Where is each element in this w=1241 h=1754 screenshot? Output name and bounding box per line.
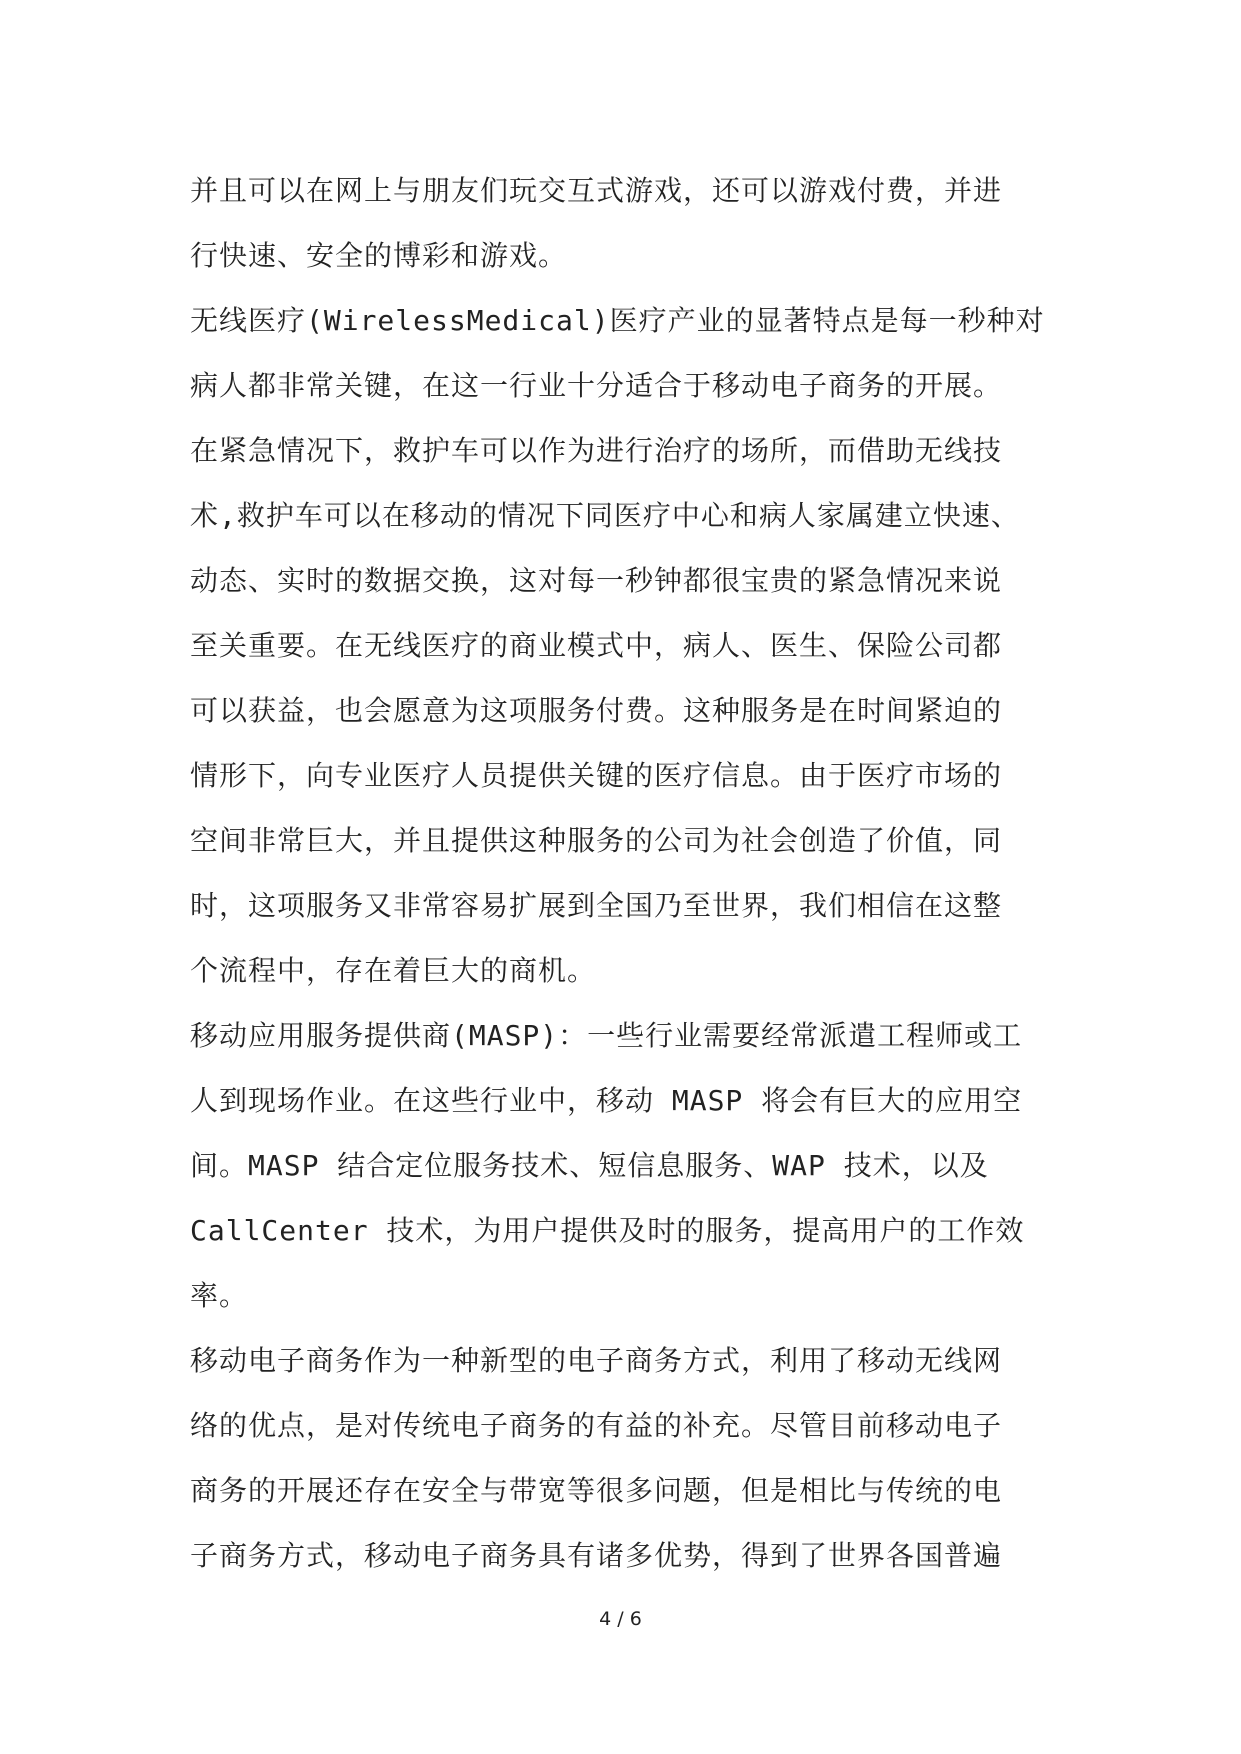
text-line: 在紧急情况下，救护车可以作为进行治疗的场所，而借助无线技 — [190, 434, 1003, 467]
text-line: 子商务方式，移动电子商务具有诸多优势，得到了世界各国普遍 — [190, 1539, 1003, 1572]
text-line: 人到现场作业。在这些行业中，移动 MASP 将会有巨大的应用空 — [190, 1084, 1023, 1117]
page-number: 4 / 6 — [599, 1608, 642, 1630]
text-line: 至关重要。在无线医疗的商业模式中，病人、医生、保险公司都 — [190, 629, 1003, 662]
text-line: 率。 — [190, 1279, 249, 1312]
text-line: 术,救护车可以在移动的情况下同医疗中心和病人家属建立快速、 — [190, 499, 1020, 532]
text-line: 移动电子商务作为一种新型的电子商务方式，利用了移动无线网 — [190, 1344, 1003, 1377]
text-line: 个流程中，存在着巨大的商机。 — [190, 954, 597, 987]
text-line: 病人都非常关键，在这一行业十分适合于移动电子商务的开展。 — [190, 369, 1003, 402]
text-line: CallCenter 技术，为用户提供及时的服务，提高用户的工作效 — [190, 1214, 1025, 1247]
text-line: 络的优点，是对传统电子商务的有益的补充。尽管目前移动电子 — [190, 1409, 1003, 1442]
text-line: 移动应用服务提供商(MASP)：一些行业需要经常派遣工程师或工 — [190, 1019, 1023, 1052]
text-line: 情形下，向专业医疗人员提供关键的医疗信息。由于医疗市场的 — [190, 759, 1003, 792]
text-line: 间。MASP 结合定位服务技术、短信息服务、WAP 技术，以及 — [190, 1149, 989, 1182]
text-line: 可以获益，也会愿意为这项服务付费。这种服务是在时间紧迫的 — [190, 694, 1003, 727]
text-line: 时，这项服务又非常容易扩展到全国乃至世界，我们相信在这整 — [190, 889, 1003, 922]
text-line: 并且可以在网上与朋友们玩交互式游戏，还可以游戏付费，并进 — [190, 174, 1003, 207]
text-line: 商务的开展还存在安全与带宽等很多问题，但是相比与传统的电 — [190, 1474, 1003, 1507]
text-line: 无线医疗(WirelessMedical)医疗产业的显著特点是每一秒种对 — [190, 304, 1045, 337]
text-line: 空间非常巨大，并且提供这种服务的公司为社会创造了价值，同 — [190, 824, 1003, 857]
body-text — [190, 158, 1070, 1588]
text-line: 行快速、安全的博彩和游戏。 — [190, 239, 568, 272]
text-line: 动态、实时的数据交换，这对每一秒钟都很宝贵的紧急情况来说 — [190, 564, 1003, 597]
